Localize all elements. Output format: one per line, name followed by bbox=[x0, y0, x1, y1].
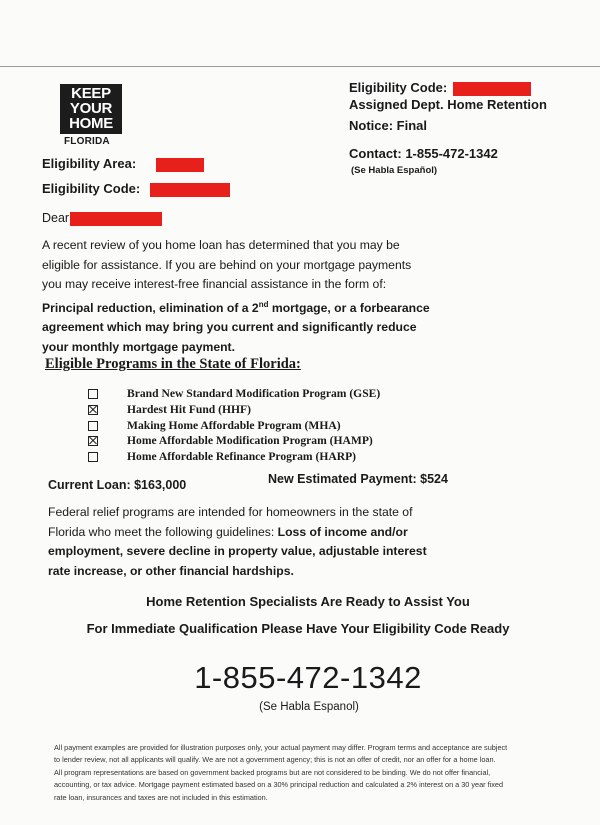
disclaimer-line: rate loan, insurances and taxes are not included in this estimation. bbox=[54, 792, 268, 802]
redaction-box bbox=[453, 82, 531, 96]
intro-line-bold: agreement which may bring you current and significantly reduce bbox=[42, 320, 417, 335]
redaction-box bbox=[156, 158, 204, 172]
program-label: Home Affordable Modification Program (HAMP) bbox=[127, 434, 373, 447]
federal-line bbox=[48, 523, 468, 543]
cta-subheading: For Immediate Qualification Please Have Your Eligibility Code Ready bbox=[86, 621, 510, 636]
intro-line: you may receive interest-free financial assistance in the form of: bbox=[42, 277, 387, 291]
program-item bbox=[88, 403, 251, 417]
checkbox-unchecked-icon bbox=[88, 452, 98, 462]
logo-line-keep: KEEP bbox=[71, 85, 111, 102]
program-label: Hardest Hit Fund (HHF) bbox=[127, 403, 251, 416]
greeting-text: Dear bbox=[42, 211, 70, 225]
eligibility-area-label: Eligibility Area: bbox=[42, 156, 137, 171]
superscript: nd bbox=[258, 299, 269, 309]
federal-paragraph bbox=[48, 503, 468, 581]
eligibility-area bbox=[42, 156, 204, 172]
checkbox-checked-icon bbox=[88, 436, 98, 446]
greeting bbox=[42, 211, 162, 226]
eligibility-code-label: Eligibility Code: bbox=[42, 181, 141, 196]
checkbox-unchecked-icon bbox=[88, 389, 98, 399]
keep-your-home-logo bbox=[60, 84, 122, 134]
intro-line: A recent review of you home loan has determined that you may be bbox=[42, 238, 400, 252]
logo-state: FLORIDA bbox=[64, 136, 110, 147]
logo-line-your: YOUR bbox=[69, 100, 113, 117]
program-label: Brand New Standard Modification Program (GSE) bbox=[127, 387, 381, 400]
federal-line-part: Florida who meet the following guidelines: bbox=[48, 524, 278, 539]
disclaimer-line: All program representations are based on government backed programs but are not considered to be binding. We do not offer financial, bbox=[54, 767, 491, 777]
intro-line-bold: your monthly mortgage payment. bbox=[42, 339, 235, 354]
checkbox-checked-icon bbox=[88, 405, 98, 415]
header-eligibility-code-label: Eligibility Code: bbox=[349, 80, 448, 95]
new-estimated-payment: New Estimated Payment: $524 bbox=[268, 472, 448, 486]
program-item bbox=[88, 387, 380, 401]
current-loan: Current Loan: $163,000 bbox=[48, 478, 187, 492]
programs-title: Eligible Programs in the State of Florida: bbox=[45, 356, 301, 372]
federal-line-bold: rate increase, or other financial hardships. bbox=[48, 563, 294, 578]
program-item bbox=[88, 419, 341, 433]
program-item bbox=[88, 434, 373, 448]
redaction-box bbox=[150, 183, 230, 197]
disclaimer bbox=[54, 742, 574, 804]
cta-heading: Home Retention Specialists Are Ready to Assist You bbox=[146, 594, 470, 609]
notice-status: Notice: Final bbox=[349, 118, 428, 133]
program-label: Making Home Affordable Program (MHA) bbox=[127, 419, 341, 432]
eligibility-code bbox=[42, 181, 230, 197]
intro-line: eligible for assistance. If you are behind on your mortgage payments bbox=[42, 257, 412, 272]
header-spanish-note: (Se Habla Español) bbox=[351, 165, 438, 176]
federal-line-bold: Loss of income and/or bbox=[277, 524, 408, 539]
contact-phone: Contact: 1-855-472-1342 bbox=[349, 146, 498, 161]
program-label: Home Affordable Refinance Program (HARP) bbox=[127, 450, 357, 463]
federal-line-bold: employment, severe decline in property value, adjustable interest bbox=[48, 544, 427, 558]
intro-line-bold bbox=[42, 295, 442, 319]
top-rule bbox=[0, 66, 600, 67]
header-eligibility-code bbox=[349, 80, 531, 96]
phone-number-large: 1-855-472-1342 bbox=[194, 660, 422, 695]
disclaimer-line: All payment examples are provided for illustration purposes only, your actual payment may differ. Program terms and acceptance are subject bbox=[54, 743, 508, 752]
program-item bbox=[88, 450, 356, 464]
intro-line-part: mortgage, or a forbearance bbox=[268, 300, 430, 315]
cta-spanish-note: (Se Habla Espanol) bbox=[259, 701, 359, 713]
intro-line-part: Principal reduction, elimination of a 2 bbox=[42, 300, 259, 315]
logo-line-home: HOME bbox=[69, 115, 113, 132]
assigned-dept: Assigned Dept. Home Retention bbox=[349, 97, 547, 112]
disclaimer-line: to lender review, not all applicants will qualify. We are not a government agency; this is not an offer of credit, nor an offer for a home loan. bbox=[54, 755, 496, 765]
federal-line: Federal relief programs are intended for homeowners in the state of bbox=[48, 505, 413, 519]
disclaimer-line: accounting, or tax advice. Mortgage payment estimated based on a 30% principal reduction and calculated a 2% interest on a 30 year fixed bbox=[54, 780, 504, 790]
checkbox-unchecked-icon bbox=[88, 421, 98, 431]
intro-paragraph bbox=[42, 236, 442, 357]
redaction-box bbox=[70, 212, 162, 226]
